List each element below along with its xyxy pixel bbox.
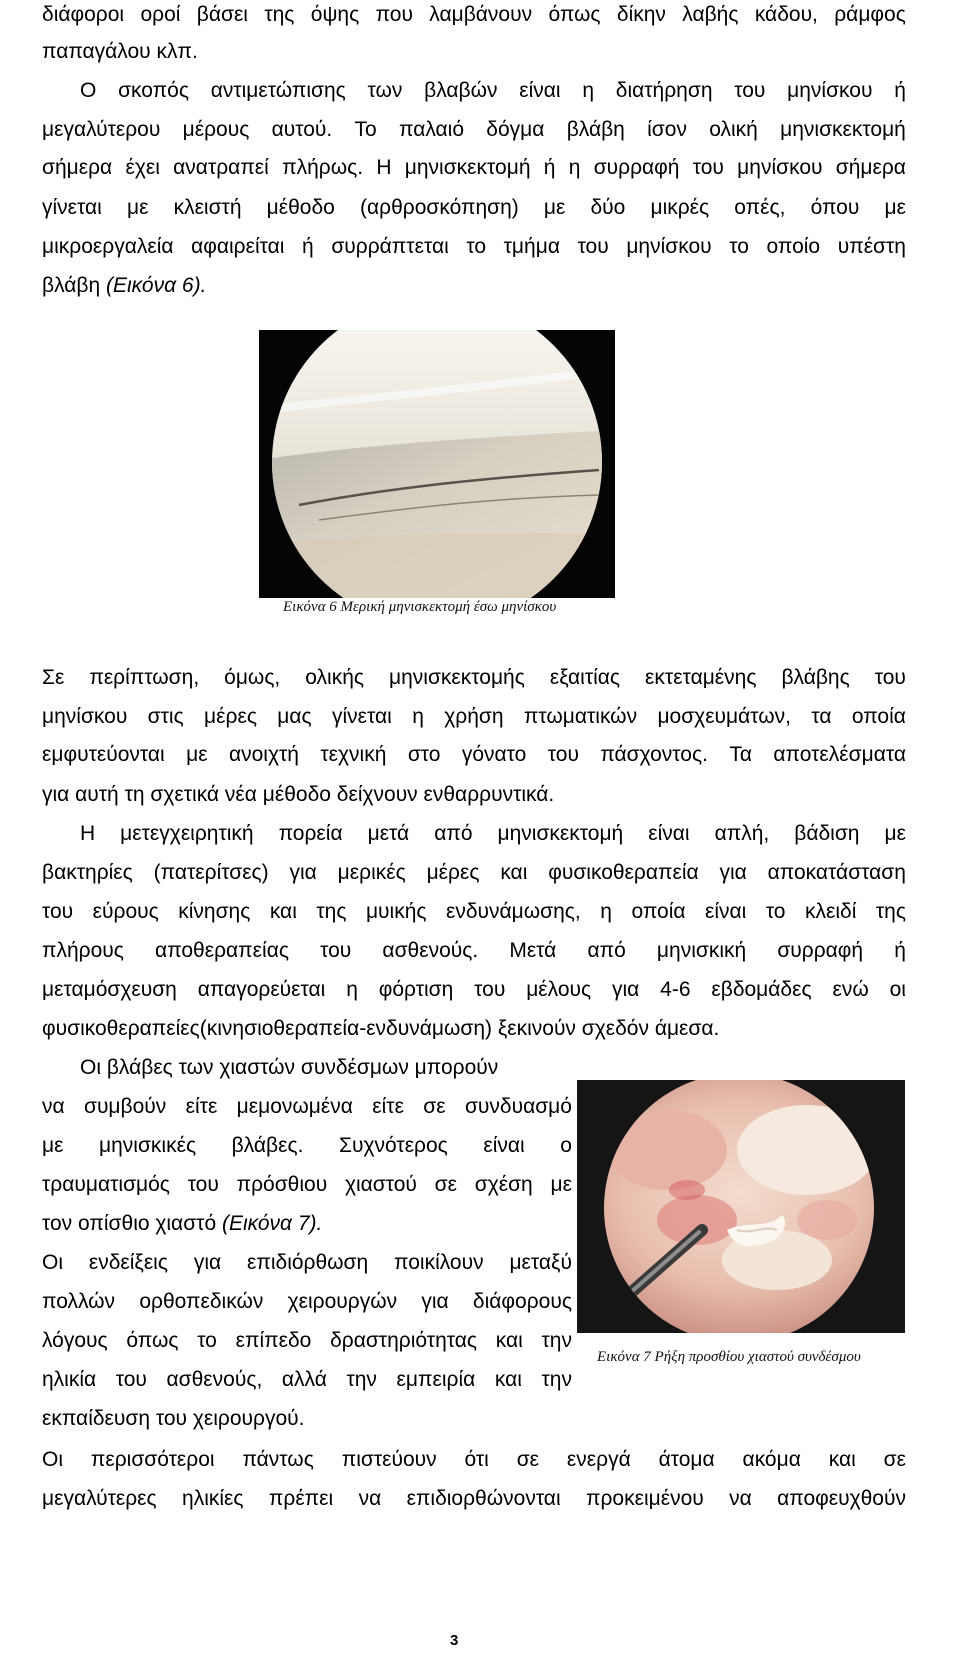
word: μετά	[367, 822, 410, 845]
word: μεταξύ	[509, 1251, 572, 1274]
text-line	[42, 1330, 572, 1351]
meniscectomy-illustration	[259, 330, 615, 598]
figure-reference: (Εικόνα 6).	[106, 274, 207, 297]
word: διατήρηση	[615, 79, 713, 102]
word: εξαιτίας	[549, 666, 621, 689]
text-line	[42, 979, 906, 1000]
word: χιαστού	[344, 1173, 417, 1196]
word: συνδυασμό	[464, 1095, 572, 1118]
word: μέρες	[204, 705, 257, 728]
word: του	[547, 743, 579, 766]
text-line	[42, 236, 906, 257]
text-line	[42, 823, 906, 844]
word: ποικίλουν	[394, 1251, 484, 1274]
word: μηνίσκου	[626, 235, 712, 258]
word: μεταμόσχευση	[42, 978, 177, 1001]
word: πάντως	[242, 1448, 314, 1471]
word: ηλικίες	[182, 1487, 244, 1510]
text-line	[42, 1096, 572, 1117]
word: και	[500, 861, 528, 884]
text-line	[42, 667, 906, 688]
word: συμβούν	[83, 1095, 167, 1118]
word: βλαβών	[424, 79, 498, 102]
word: περίπτωση,	[89, 666, 200, 689]
word: μέλους	[526, 978, 592, 1001]
word: η	[600, 900, 612, 923]
word: ανοιχτή	[228, 743, 299, 766]
word: πολλών	[42, 1290, 116, 1313]
word: ακόμα	[742, 1448, 801, 1471]
text-line	[42, 1252, 572, 1273]
word: διάφορους	[472, 1290, 572, 1313]
word: το	[765, 900, 786, 923]
word: αυτού.	[271, 118, 333, 141]
word: πτωματικών	[523, 705, 638, 728]
word: να	[42, 1095, 65, 1118]
word: οποία	[851, 705, 906, 728]
word: υπέστη	[837, 235, 906, 258]
word: να	[358, 1487, 382, 1510]
word: του	[320, 939, 352, 962]
word: μεμονωμένα	[236, 1095, 353, 1118]
word: φυσικοθεραπεία	[548, 861, 699, 884]
word: ολικής	[305, 666, 365, 689]
text-line	[42, 940, 906, 961]
text-line	[42, 706, 906, 727]
word: ασθενούς.	[382, 939, 479, 962]
word: ενδυνάμωσης,	[446, 900, 581, 923]
word: τεχνική	[320, 743, 387, 766]
word: οι	[889, 978, 906, 1001]
word: η	[582, 79, 595, 102]
text-line	[42, 1488, 906, 1509]
word: βλάβη	[566, 118, 625, 141]
word: μέθοδο	[266, 196, 335, 219]
word: με	[550, 1173, 572, 1196]
word: έχει	[125, 156, 160, 179]
word: ανατραπεί	[173, 156, 269, 179]
word: του	[474, 978, 506, 1001]
word: για	[611, 978, 640, 1001]
word: δόγμα	[486, 118, 545, 141]
word: (πατερίτσες)	[153, 861, 269, 884]
word: ενδείξεις	[88, 1251, 168, 1274]
word: γίνεται	[332, 705, 392, 728]
text-line: παπαγάλου κλπ.	[42, 40, 198, 63]
word: του	[187, 1173, 219, 1196]
word: μεγαλύτερου	[42, 118, 161, 141]
word: ίσον	[647, 118, 687, 141]
word: βάδιση	[794, 822, 860, 845]
text-line	[42, 1369, 572, 1390]
word: οποία	[631, 900, 686, 923]
word: Μετά	[509, 939, 557, 962]
text-fragment: βλάβη	[42, 274, 106, 297]
word: συρράπτεται	[331, 235, 449, 258]
word: πρόσθιου	[236, 1173, 328, 1196]
word: αλλά	[281, 1368, 327, 1391]
word: οποίο	[766, 235, 821, 258]
word: για	[193, 1251, 222, 1274]
word: στις	[147, 705, 184, 728]
word: με	[126, 196, 149, 219]
word: κλειδί	[804, 900, 857, 923]
word: μικρές	[650, 196, 710, 219]
word: κάδου,	[754, 3, 818, 26]
word: δύο	[590, 196, 626, 219]
word: να	[729, 1487, 752, 1510]
text-line: για αυτή τη σχετικά νέα μέθοδο δείχνουν ενθαρρυντικά.	[42, 783, 555, 806]
word: με	[543, 196, 566, 219]
word: Η	[376, 156, 392, 179]
word: του	[577, 235, 609, 258]
word: σε	[883, 1448, 906, 1471]
word: λόγους	[42, 1329, 108, 1352]
word: όμως,	[224, 666, 281, 689]
word: το	[197, 1329, 217, 1352]
word: του	[42, 900, 74, 923]
word: αντιμετώπισης	[210, 79, 346, 102]
word: επιδιορθώνονται	[406, 1487, 561, 1510]
word: ηλικία	[42, 1368, 97, 1391]
word: όπως	[126, 1329, 179, 1352]
word: είναι	[519, 79, 561, 102]
word: ότι	[464, 1448, 489, 1471]
word: όπως	[548, 3, 601, 26]
word: απλή,	[714, 822, 770, 845]
word: η	[346, 978, 358, 1001]
word: ασθενούς,	[166, 1368, 263, 1391]
word: βάσει	[196, 3, 248, 26]
word: Η	[80, 822, 96, 845]
word: σε	[423, 1095, 446, 1118]
word: ενεργά	[566, 1448, 631, 1471]
text-line	[42, 862, 906, 883]
text-line	[42, 80, 906, 101]
word: από	[434, 822, 473, 845]
word: ή	[894, 79, 906, 102]
word: γίνεται	[42, 196, 102, 219]
word: μέρες	[426, 861, 480, 884]
word: το	[466, 235, 487, 258]
text-line	[42, 197, 906, 218]
word: τμήμα	[503, 235, 560, 258]
figure-6-arthroscopy-image	[259, 330, 615, 598]
word: σήμερα	[835, 156, 906, 179]
word: του	[734, 79, 766, 102]
word: πιστεύουν	[341, 1448, 437, 1471]
word: γόνατο	[461, 743, 527, 766]
word: της	[264, 3, 295, 26]
word: σχέση	[474, 1173, 533, 1196]
word: πάσχοντος.	[600, 743, 708, 766]
word: είτε	[185, 1095, 218, 1118]
word: στο	[407, 743, 441, 766]
word: πορεία	[278, 822, 343, 845]
word: χειρουργών	[287, 1290, 398, 1313]
word: επιδιόρθωση	[246, 1251, 369, 1274]
word: μηνισκεκτομή	[404, 156, 531, 179]
word: Οι	[42, 1251, 63, 1274]
word: προκειμένου	[585, 1487, 704, 1510]
word: την	[541, 1329, 572, 1352]
word: συρραφή	[777, 939, 864, 962]
word: και	[828, 1448, 856, 1471]
word: κίνησης	[178, 900, 251, 923]
word: σήμερα	[42, 156, 113, 179]
word: μηνισκεκτομή	[780, 118, 906, 141]
word: όπου	[810, 196, 860, 219]
word: εκτεταμένης	[645, 666, 757, 689]
word: ή	[302, 235, 314, 258]
word: οπές,	[734, 196, 786, 219]
text-line	[42, 1135, 572, 1156]
word: μηνισκεκτομής	[389, 666, 525, 689]
word: σε	[516, 1448, 540, 1471]
word: όψης	[310, 3, 360, 26]
word: με	[186, 743, 208, 766]
word: για	[719, 861, 747, 884]
word: των	[367, 79, 403, 102]
word: άτομα	[658, 1448, 715, 1471]
word: αποκατάσταση	[767, 861, 906, 884]
word: είναι	[648, 822, 690, 845]
word: βλάβες.	[231, 1134, 304, 1157]
word: σκοπός	[118, 79, 189, 102]
word: μικροεργαλεία	[42, 235, 174, 258]
figure-reference: (Εικόνα 7).	[221, 1212, 323, 1235]
figure-7-arthroscopy-image	[577, 1080, 905, 1333]
word: μεγαλύτερες	[42, 1487, 157, 1510]
text-fragment: τον οπίσθιο χιαστό	[42, 1212, 222, 1235]
word: Σε	[42, 666, 65, 689]
text-line	[42, 157, 906, 178]
word: διάφοροι	[42, 3, 125, 26]
text-line	[42, 744, 906, 765]
text-line	[42, 1291, 572, 1312]
word: εβδομάδες	[711, 978, 812, 1001]
word: Το	[354, 118, 377, 141]
word: και	[269, 900, 297, 923]
text-line: Οι βλάβες των χιαστών συνδέσμων μπορούν	[80, 1056, 499, 1079]
word: μηνισκικές	[99, 1134, 197, 1157]
word: εμπειρία	[396, 1368, 476, 1391]
word: ολική	[709, 118, 758, 141]
word: μοσχευμάτων,	[657, 705, 792, 728]
word: εύρους	[92, 900, 159, 923]
word: την	[541, 1368, 572, 1391]
word: δίκην	[616, 3, 666, 26]
word: ράμφος	[834, 3, 906, 26]
word: είτε	[372, 1095, 404, 1118]
text-line: φυσικοθεραπείες(κινησιοθεραπεία-ενδυνάμωση) ξεκινούν σχεδόν άμεσα.	[42, 1017, 720, 1040]
word: μυικής	[365, 900, 427, 923]
word: ορθοπεδικών	[139, 1290, 264, 1313]
word: φόρτιση	[378, 978, 454, 1001]
word: οροί	[140, 3, 181, 26]
word: μηνισκική	[656, 939, 747, 962]
word: από	[587, 939, 626, 962]
word: λαμβάνουν	[429, 3, 533, 26]
word: το	[729, 235, 749, 258]
word: είναι	[483, 1134, 525, 1157]
word: επίπεδο	[235, 1329, 312, 1352]
word: Τα	[729, 743, 752, 766]
word: και	[494, 1368, 522, 1391]
word: για	[421, 1290, 449, 1313]
word: αποτελέσματα	[773, 743, 906, 766]
word: απαγορεύεται	[197, 978, 326, 1001]
word: της	[875, 900, 906, 923]
word: μηνίσκου	[737, 156, 823, 179]
acl-rupture-illustration	[577, 1080, 905, 1333]
word: και	[495, 1329, 523, 1352]
word: η	[568, 156, 581, 179]
word: παλαιό	[399, 118, 465, 141]
word: πλήρους	[42, 939, 124, 962]
word: μηνισκεκτομή	[497, 822, 624, 845]
figure-7-caption: Εικόνα 7 Ρήξη προσθίου χιαστού συνδέσμου	[597, 1349, 861, 1365]
word: πλήρως.	[282, 156, 364, 179]
word: μας	[277, 705, 312, 728]
word: (αρθροσκόπηση)	[359, 196, 519, 219]
word: είναι	[704, 900, 747, 923]
word: λαβής	[682, 3, 739, 26]
word: περισσότεροι	[90, 1448, 215, 1471]
word: Οι	[42, 1448, 63, 1471]
word: του	[115, 1368, 147, 1391]
word: ή	[543, 156, 556, 179]
word: αφαιρείται	[191, 235, 285, 258]
word: για	[289, 861, 317, 884]
word: μέρους	[182, 118, 250, 141]
word: σε	[434, 1173, 457, 1196]
word: Ο	[80, 79, 97, 102]
figure-6-caption: Εικόνα 6 Μερική μηνισκεκτομή έσω μηνίσκου	[283, 599, 557, 615]
text-line	[42, 4, 906, 25]
word: αποφευχθούν	[777, 1487, 906, 1510]
word: δραστηριότητας	[330, 1329, 478, 1352]
text-line	[42, 1213, 572, 1234]
word: με	[884, 822, 906, 845]
text-line	[42, 901, 906, 922]
word: ή	[894, 939, 906, 962]
word: βακτηρίες	[42, 861, 133, 884]
word: μερικές	[337, 861, 406, 884]
word: βλάβης	[781, 666, 850, 689]
word: μηνίσκου	[787, 79, 873, 102]
word: την	[346, 1368, 377, 1391]
word: η	[412, 705, 424, 728]
word: κλειστή	[173, 196, 242, 219]
word: 4-6	[660, 978, 691, 1001]
word: πρέπει	[268, 1487, 334, 1510]
word: που	[375, 3, 413, 26]
word: ο	[560, 1134, 572, 1157]
word: συρραφή	[593, 156, 680, 179]
word: τραυματισμός	[42, 1173, 170, 1196]
word: της	[316, 900, 347, 923]
word: με	[884, 196, 906, 219]
text-line: εκπαίδευση του χειρουργού.	[42, 1407, 305, 1430]
word: του	[874, 666, 906, 689]
word: αποθεραπείας	[155, 939, 289, 962]
word: χρήση	[444, 705, 504, 728]
word: ενώ	[832, 978, 869, 1001]
word: του	[692, 156, 724, 179]
word: με	[42, 1134, 64, 1157]
text-line	[42, 119, 906, 140]
word: μηνίσκου	[42, 705, 128, 728]
text-line	[42, 275, 906, 296]
text-line	[42, 1174, 572, 1195]
word: εμφυτεύονται	[42, 743, 165, 766]
word: Συχνότερος	[339, 1134, 448, 1157]
word: μετεγχειρητική	[120, 822, 254, 845]
text-line	[42, 1449, 906, 1470]
word: τα	[811, 705, 832, 728]
page-number: 3	[450, 1632, 459, 1649]
